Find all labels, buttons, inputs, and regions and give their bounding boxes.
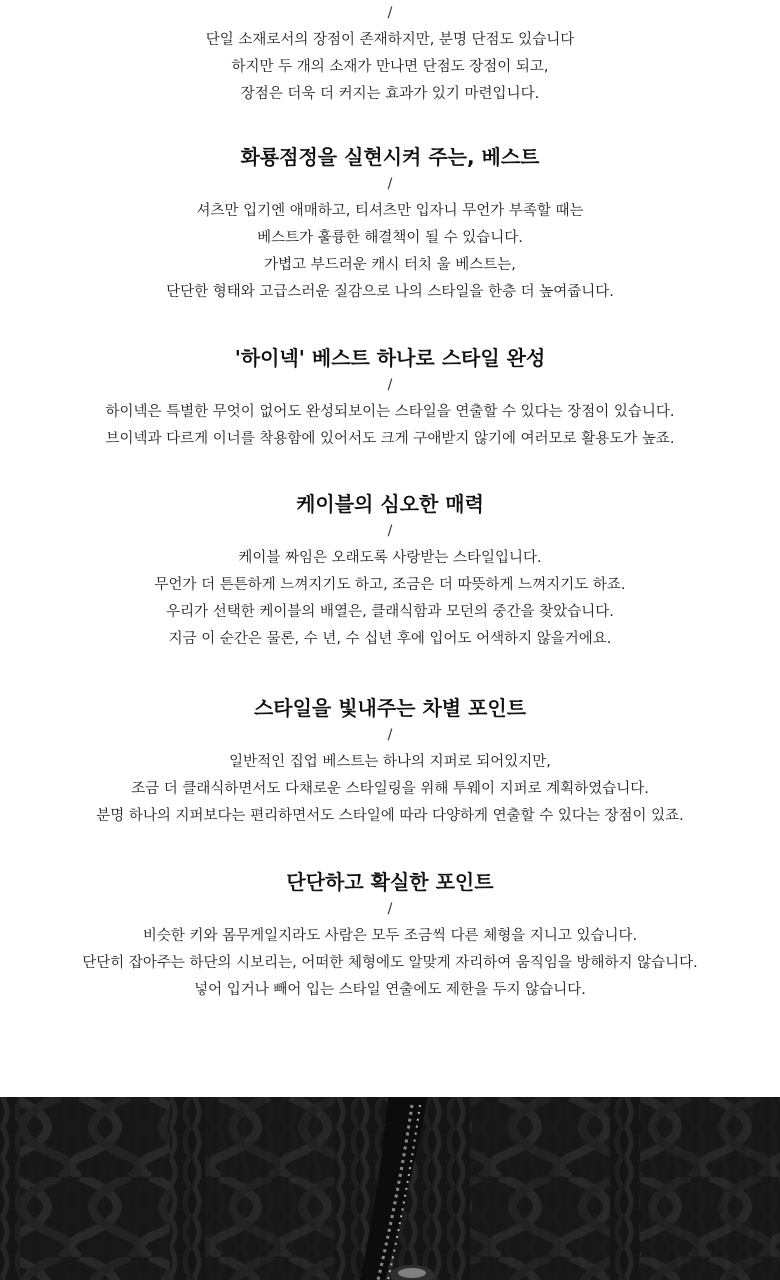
section-heading: 스타일을 빛내주는 차별 포인트 [253, 696, 527, 720]
description-line: 비슷한 키와 몸무게일지라도 사람은 모두 조금씩 다른 체형을 지니고 있습니다. [142, 928, 638, 944]
section-high-neck [0, 344, 780, 453]
description-line: 셔츠만 입기엔 애매하고, 티셔츠만 입자니 무언가 부족할 때는 [196, 203, 584, 219]
description-line: 브이넥과 다르게 이너를 착용함에 있어서도 크게 구애받지 않기에 여러모로 활용도가 높죠. [105, 431, 675, 447]
description-line: 우리가 선택한 케이블의 배열은, 클래식함과 모던의 중간을 찾았습니다. [166, 604, 614, 620]
description-line: 가볍고 부드러운 캐시 터치 울 베스트는, [264, 257, 516, 273]
description-line: 베스트가 훌륭한 해결책이 될 수 있습니다. [257, 230, 523, 246]
slash-divider: / [387, 523, 393, 539]
description-line: 단단히 잡아주는 하단의 시보리는, 어떠한 체형에도 알맞게 자리하여 움직임을 방해하지 않습니다. [82, 955, 698, 971]
description-line: 단단한 형태와 고급스러운 질감으로 나의 스타일을 한층 더 높여줍니다. [166, 284, 614, 300]
section-cable-knit [0, 490, 780, 653]
knit-vest-image [0, 1097, 780, 1280]
description-line: 지금 이 순간은 물론, 수 년, 수 십년 후에 입어도 어색하지 않을거에요. [168, 631, 612, 647]
description-line: 하이넥은 특별한 무엇이 없어도 완성되보이는 스타일을 연출할 수 있다는 장점이 있습니다. [105, 404, 675, 420]
section-vest-completion [0, 143, 780, 306]
section-ribbed-hem [0, 868, 780, 1004]
section-heading: 단단하고 확실한 포인트 [286, 870, 494, 894]
description-line: 조금 더 클래식하면서도 다채로운 스타일링을 위해 투웨이 지퍼로 계획하였습니다. [131, 781, 649, 797]
description-line: 넣어 입거나 빼어 입는 스타일 연출에도 제한을 두지 않습니다. [194, 982, 586, 998]
slash-divider: / [387, 901, 393, 917]
description-line: 케이블 짜임은 오래도록 사랑받는 스타일입니다. [238, 550, 542, 566]
slash-divider: / [387, 727, 393, 743]
slash-divider: / [387, 5, 393, 21]
intro-block [0, 0, 780, 108]
section-heading: '하이넥' 베스트 하나로 스타일 완성 [234, 346, 546, 370]
description-line: 하지만 두 개의 소재가 만나면 단점도 장점이 되고, [231, 59, 549, 75]
section-heading: 화룡점정을 실현시켜 주는, 베스트 [240, 145, 540, 169]
slash-divider: / [387, 377, 393, 393]
slash-divider: / [387, 176, 393, 192]
description-line: 장점은 더욱 더 커지는 효과가 있기 마련입니다. [240, 86, 540, 102]
description-line: 일반적인 집업 베스트는 하나의 지퍼로 되어있지만, [229, 754, 551, 770]
description-line: 단일 소재로서의 장점이 존재하지만, 분명 단점도 있습니다 [205, 32, 575, 48]
description-line: 무언가 더 튼튼하게 느껴지기도 하고, 조금은 더 따뜻하게 느껴지기도 하죠. [154, 577, 626, 593]
section-two-way-zipper [0, 694, 780, 830]
description-line: 분명 하나의 지퍼보다는 편리하면서도 스타일에 따라 다양하게 연출할 수 있다는 장점이 있죠. [96, 808, 684, 824]
section-heading: 케이블의 심오한 매력 [296, 492, 484, 516]
product-photo [0, 1097, 780, 1280]
